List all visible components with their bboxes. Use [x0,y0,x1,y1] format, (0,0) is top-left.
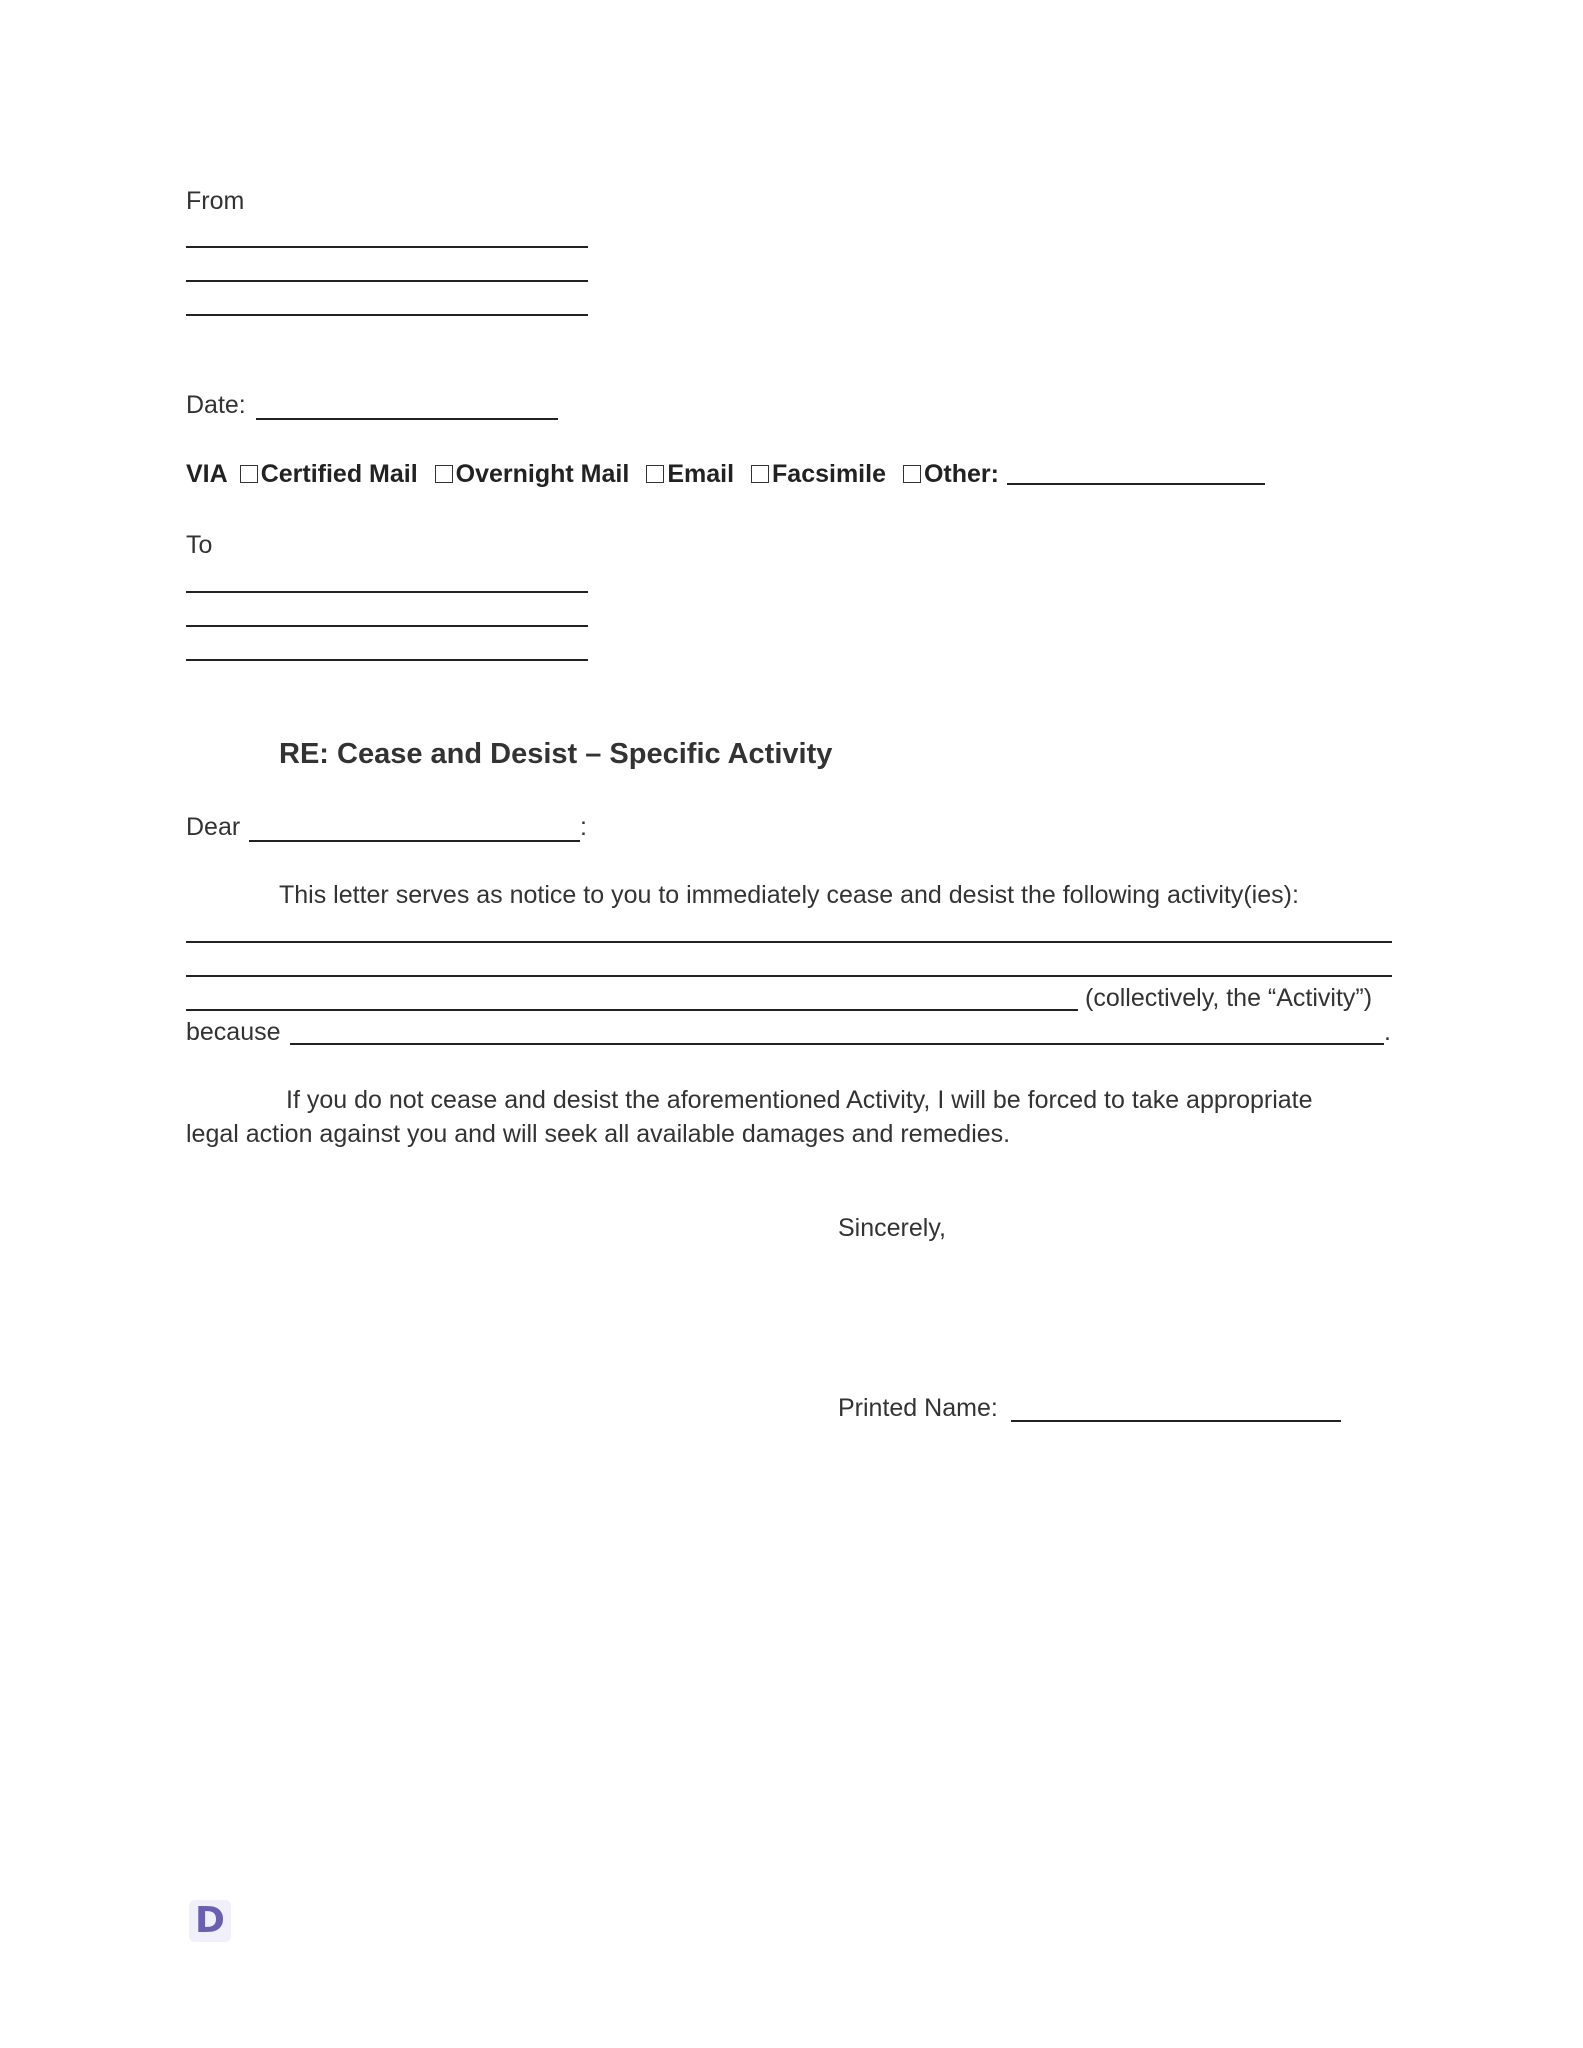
closing-text: Sincerely, [838,1214,946,1242]
via-other-line[interactable] [1007,463,1265,485]
checkbox-icon[interactable] [240,465,258,483]
brand-logo-icon: D [189,1900,231,1942]
salutation-prefix: Dear [186,813,241,841]
printed-name-line[interactable] [1011,1420,1341,1422]
subject-heading: RE: Cease and Desist – Specific Activity [279,738,833,770]
to-line-3[interactable] [186,659,588,661]
via-option-other[interactable]: Other: [903,459,999,489]
date-label: Date: [186,391,246,419]
via-option-facsimile[interactable]: Facsimile [751,459,886,489]
checkbox-icon[interactable] [751,465,769,483]
to-line-2[interactable] [186,625,588,627]
via-label: VIA [186,460,228,488]
via-option-email[interactable]: Email [646,459,734,489]
via-option-certified-mail[interactable]: Certified Mail [240,459,418,489]
checkbox-icon[interactable] [646,465,664,483]
salutation-line[interactable] [249,840,580,842]
date-line[interactable] [256,418,558,420]
collectively-text: (collectively, the “Activity”) [1085,984,1373,1012]
activity-line-3[interactable] [186,1009,1078,1011]
to-label: To [186,531,213,559]
activity-line-1[interactable] [186,941,1392,943]
salutation-suffix: : [580,813,587,841]
warning-line-2: legal action against you and will seek all available damages and remedies. [186,1120,1011,1148]
from-label: From [186,187,245,215]
checkbox-icon[interactable] [435,465,453,483]
from-line-1[interactable] [186,246,588,248]
because-line[interactable] [290,1043,1384,1045]
checkbox-icon[interactable] [903,465,921,483]
because-end: . [1384,1018,1391,1046]
activity-line-2[interactable] [186,975,1392,977]
via-row [186,459,1265,489]
because-label: because [186,1018,281,1046]
printed-name-label: Printed Name: [838,1394,998,1422]
from-line-3[interactable] [186,314,588,316]
to-line-1[interactable] [186,591,588,593]
from-line-2[interactable] [186,280,588,282]
warning-line-1: If you do not cease and desist the aforementioned Activity, I will be forced to take appropriate [286,1086,1313,1114]
intro-text: This letter serves as notice to you to immediately cease and desist the following activity(ies): [279,881,1299,909]
via-option-overnight-mail[interactable]: Overnight Mail [435,459,630,489]
